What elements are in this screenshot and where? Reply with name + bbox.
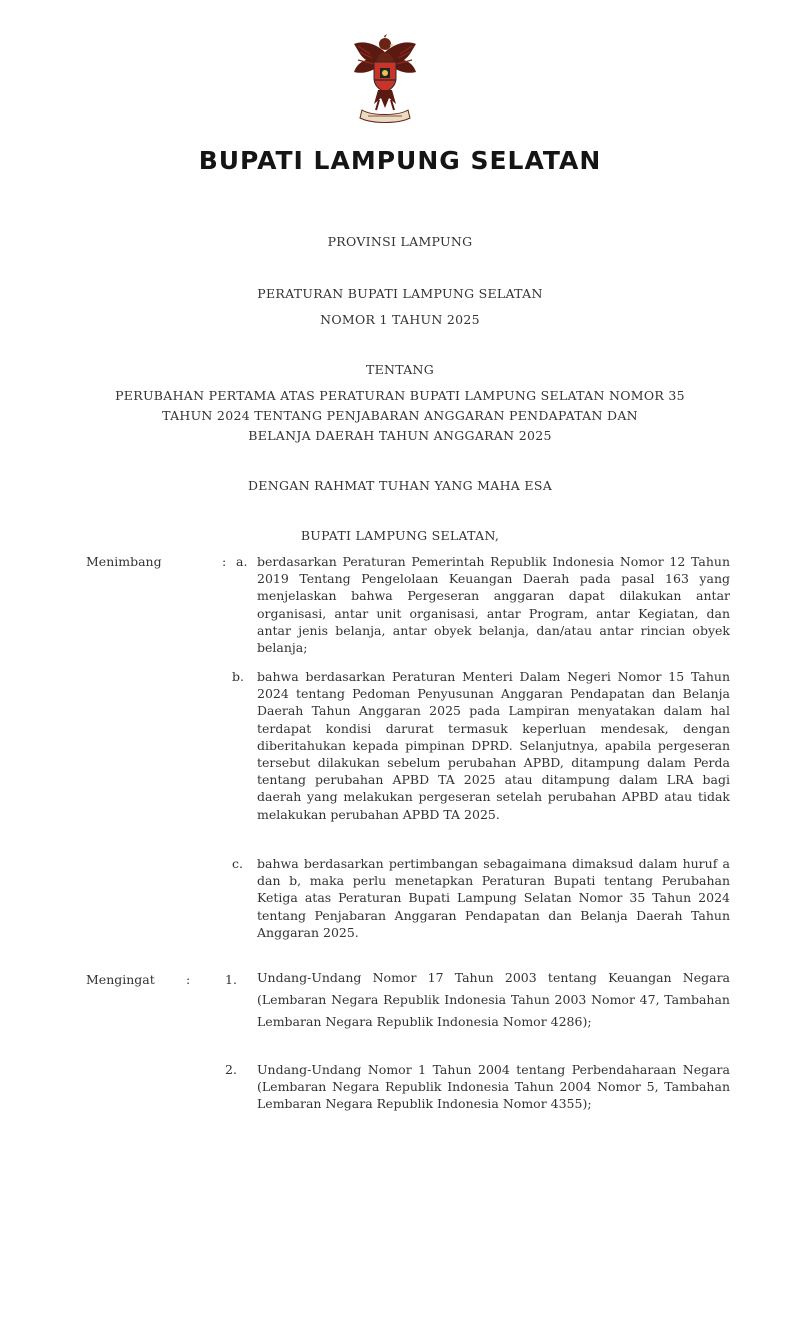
tentang-label: TENTANG — [365, 362, 435, 377]
regulation-number-line: NOMOR 1 TAHUN 2025 — [320, 312, 480, 327]
subject-line: TAHUN 2024 TENTANG PENJABARAN ANGGARAN PENDAPATAN DAN — [162, 408, 638, 423]
invocation-line: DENGAN RAHMAT TUHAN YANG MAHA ESA — [247, 478, 553, 493]
regulation-line: PERATURAN BUPATI LAMPUNG SELATAN — [257, 286, 543, 301]
mengingat-item-1: Undang-Undang Nomor 17 Tahun 2003 tentang Keuangan Negara (Lembaran Negara Republik Indonesia Tahun 2003 Nomor 47, Tambahan Lembaran Negara Republik Indonesia Nomor 4286); — [257, 970, 730, 1029]
authority-line: BUPATI LAMPUNG SELATAN, — [300, 528, 500, 543]
page-title: BUPATI LAMPUNG SELATAN — [198, 146, 602, 175]
menimbang-colon: : — [222, 554, 227, 569]
mengingat-item-2: Undang-Undang Nomor 1 Tahun 2004 tentang Perbendaharaan Negara (Lembaran Negara Republik Indonesia Tahun 2004 Nomor 5, Tambahan Lembaran Negara Republik Indonesia Nomor 4355); — [257, 1062, 730, 1112]
menimbang-label: Menimbang — [86, 554, 162, 569]
menimbang-item-b: bahwa berdasarkan Peraturan Menteri Dalam Negeri Nomor 15 Tahun 2024 tentang Pedoman Penyusunan Anggaran Pendapatan dan Belanja Daerah Tahun Anggaran 2025 pada Lampiran menyatakan dalam hal terdapat kondisi darurat termasuk keperluan mendesak, dengan diberitahukan kepada pimpinan DPRD. Selanjutnya, apabila pergeseran tersebut dilakukan sebelum perubahan APBD, ditampung dalam Perda tentang perubahan APBD TA 2025 atau ditampung dalam LRA bagi daerah yang melakukan pergeseran setelah perubahan APBD atau tidak melakukan perubahan APBD TA 2025. — [257, 669, 730, 822]
menimbang-item-a: berdasarkan Peraturan Pemerintah Republik Indonesia Nomor 12 Tahun 2019 Tentang Pengelolaan Keuangan Daerah pada pasal 163 yang menjelaskan bahwa Pergeseran anggaran dapat dilakukan antar organisasi, antar unit organisasi, antar Program, antar Kegiatan, dan antar jenis belanja, antar obyek belanja, dan/atau antar rincian obyek belanja; — [257, 554, 730, 656]
subject-line: BELANJA DAERAH TAHUN ANGGARAN 2025 — [248, 428, 552, 443]
mengingat-colon: : — [186, 972, 191, 987]
mengingat-label: Mengingat — [86, 972, 155, 987]
garuda-emblem-icon — [348, 30, 422, 128]
province-line: PROVINSI LAMPUNG — [327, 234, 473, 249]
subject-line: PERUBAHAN PERTAMA ATAS PERATURAN BUPATI LAMPUNG SELATAN NOMOR 35 — [115, 388, 685, 403]
item-marker: 2. — [225, 1062, 237, 1077]
item-marker: c. — [232, 856, 243, 871]
item-marker: a. — [236, 554, 248, 569]
item-marker: b. — [232, 669, 244, 684]
menimbang-item-c: bahwa berdasarkan pertimbangan sebagaimana dimaksud dalam huruf a dan b, maka perlu menetapkan Peraturan Bupati tentang Perubahan Ketiga atas Peraturan Bupati Lampung Selatan Nomor 35 Tahun 2024 tentang Penjabaran Anggaran Pendapatan dan Belanja Daerah Tahun Anggaran 2025. — [257, 856, 730, 940]
item-marker: 1. — [225, 972, 237, 987]
